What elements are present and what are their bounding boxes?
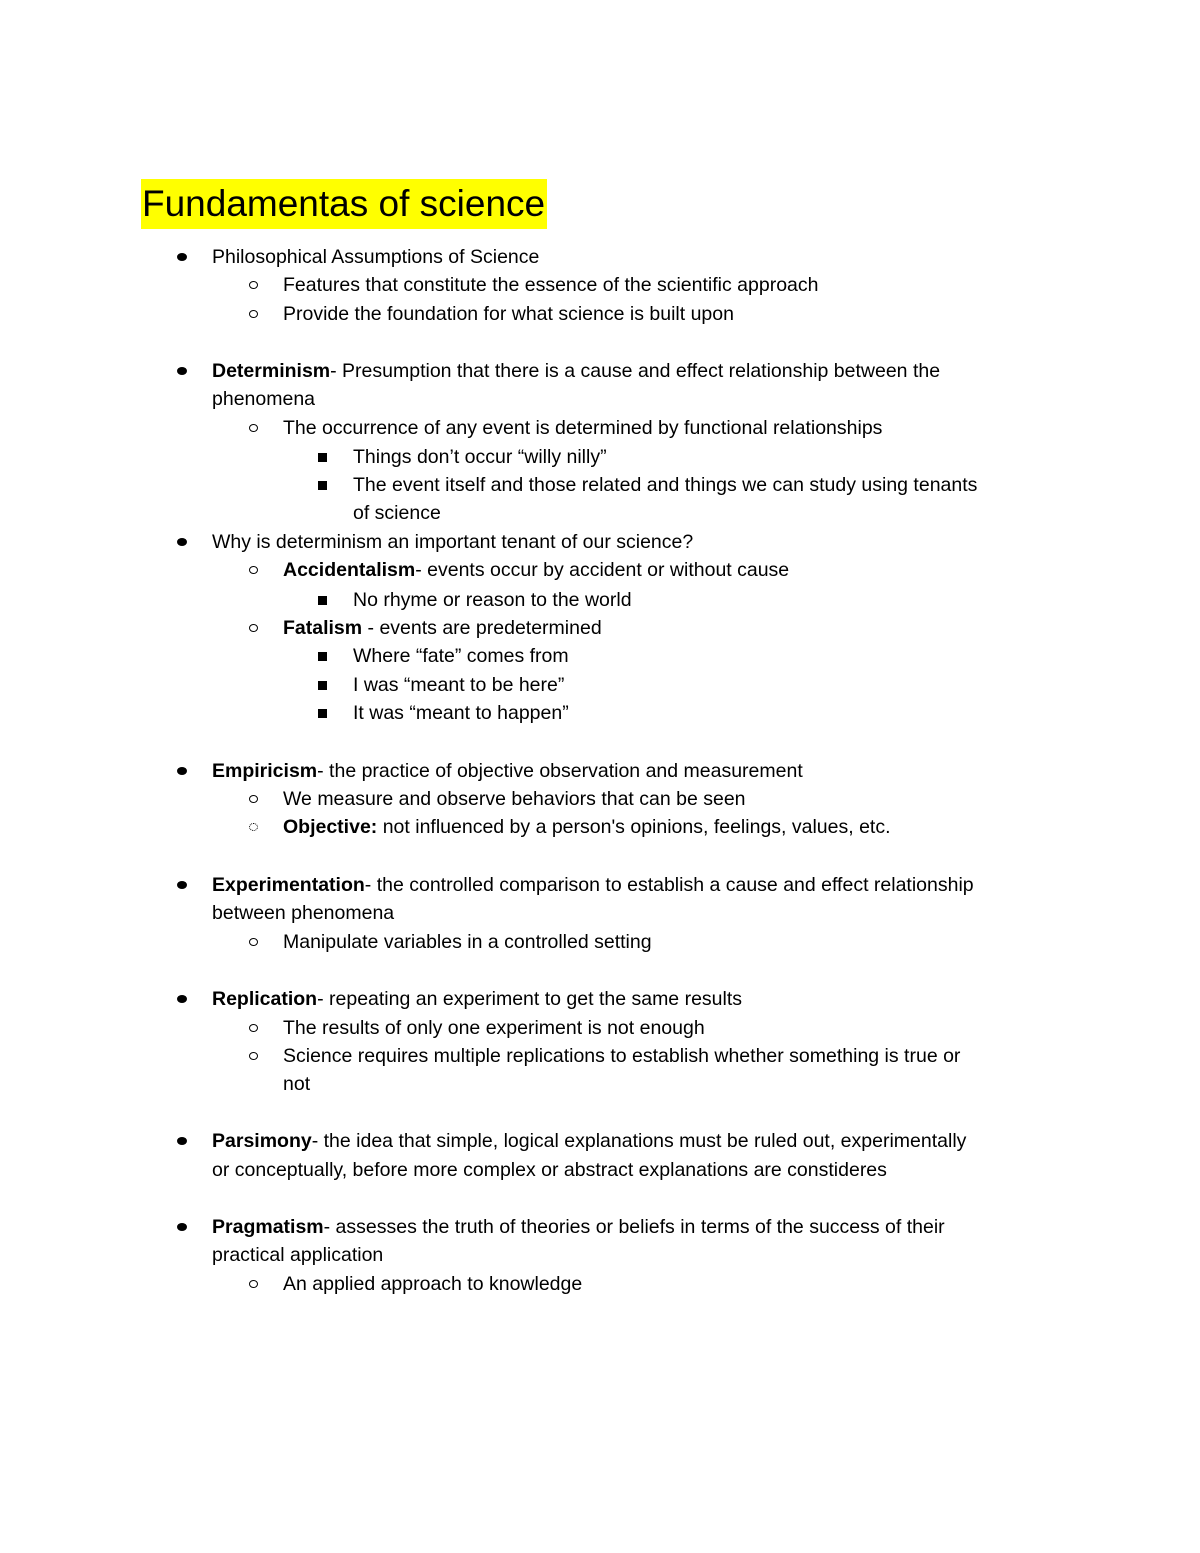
definition-text: - the idea that simple, logical explanations must be ruled out, experimentally bbox=[311, 1130, 967, 1152]
circle-bullet-icon bbox=[249, 1024, 258, 1032]
disc-bullet-icon bbox=[177, 881, 187, 889]
list-item bbox=[212, 357, 940, 385]
term-accidentalism: Accidentalism bbox=[283, 559, 416, 581]
list-item bbox=[283, 614, 602, 642]
document-title: Fundamentas of science bbox=[141, 179, 547, 229]
list-item: Philosophical Assumptions of Science bbox=[212, 246, 540, 268]
list-item-continuation: or conceptually, before more complex or abstract explanations are constideres bbox=[212, 1159, 887, 1181]
term-pragmatism: Pragmatism bbox=[212, 1216, 324, 1238]
square-bullet-icon bbox=[318, 652, 327, 661]
square-bullet-icon bbox=[318, 596, 327, 605]
term-objective: Objective: bbox=[283, 816, 378, 838]
list-item bbox=[212, 985, 742, 1013]
disc-bullet-icon bbox=[177, 1137, 187, 1145]
square-bullet-icon bbox=[318, 681, 327, 690]
term-parsimony: Parsimony bbox=[212, 1130, 312, 1152]
square-bullet-icon bbox=[318, 481, 327, 490]
circle-bullet-icon bbox=[249, 310, 258, 318]
square-bullet-icon bbox=[318, 709, 327, 718]
list-item bbox=[212, 1127, 966, 1155]
dotted-circle-bullet-icon bbox=[249, 823, 258, 831]
list-item-continuation: not bbox=[283, 1073, 311, 1095]
list-item: I was “meant to be here” bbox=[353, 674, 565, 696]
list-item-continuation: practical application bbox=[212, 1244, 384, 1266]
list-item bbox=[283, 556, 789, 584]
list-item bbox=[212, 871, 974, 899]
list-item: The results of only one experiment is not enough bbox=[283, 1017, 705, 1039]
definition-text: - events are predetermined bbox=[362, 617, 602, 639]
disc-bullet-icon bbox=[177, 995, 187, 1003]
list-item: The occurrence of any event is determined by functional relationships bbox=[283, 417, 883, 439]
list-item: An applied approach to knowledge bbox=[283, 1273, 583, 1295]
list-item: Things don’t occur “willy nilly” bbox=[353, 446, 607, 468]
definition-text: - repeating an experiment to get the same results bbox=[317, 988, 743, 1010]
circle-bullet-icon bbox=[249, 424, 258, 432]
circle-bullet-icon bbox=[249, 938, 258, 946]
list-item: Manipulate variables in a controlled setting bbox=[283, 931, 652, 953]
list-item: Why is determinism an important tenant of our science? bbox=[212, 531, 694, 553]
definition-text: - events occur by accident or without cause bbox=[415, 559, 790, 581]
disc-bullet-icon bbox=[177, 367, 187, 375]
list-item bbox=[212, 757, 803, 785]
disc-bullet-icon bbox=[177, 1223, 187, 1231]
list-item bbox=[212, 1213, 945, 1241]
disc-bullet-icon bbox=[177, 538, 187, 546]
list-item: Science requires multiple replications to establish whether something is true or bbox=[283, 1045, 961, 1067]
term-replication: Replication bbox=[212, 988, 318, 1010]
list-item: The event itself and those related and things we can study using tenants bbox=[353, 474, 978, 496]
list-item: It was “meant to happen” bbox=[353, 702, 569, 724]
term-empiricism: Empiricism bbox=[212, 760, 318, 782]
list-item: No rhyme or reason to the world bbox=[353, 589, 632, 611]
list-item: Features that constitute the essence of the scientific approach bbox=[283, 274, 819, 296]
definition-text: - the controlled comparison to establish a cause and effect relationship bbox=[364, 874, 974, 896]
list-item: Where “fate” comes from bbox=[353, 645, 569, 667]
list-item-continuation: between phenomena bbox=[212, 902, 395, 924]
circle-bullet-icon bbox=[249, 566, 258, 574]
circle-bullet-icon bbox=[249, 795, 258, 803]
list-item: We measure and observe behaviors that can be seen bbox=[283, 788, 746, 810]
circle-bullet-icon bbox=[249, 281, 258, 289]
term-determinism: Determinism bbox=[212, 360, 331, 382]
list-item bbox=[283, 813, 891, 841]
list-item-continuation: of science bbox=[353, 502, 441, 524]
list-item: Provide the foundation for what science is built upon bbox=[283, 303, 734, 325]
definition-text: not influenced by a person's opinions, feelings, values, etc. bbox=[377, 816, 891, 838]
disc-bullet-icon bbox=[177, 767, 187, 775]
definition-text: - Presumption that there is a cause and effect relationship between the bbox=[330, 360, 941, 382]
disc-bullet-icon bbox=[177, 253, 187, 261]
circle-bullet-icon bbox=[249, 1280, 258, 1288]
definition-text: - the practice of objective observation and measurement bbox=[317, 760, 803, 782]
circle-bullet-icon bbox=[249, 624, 258, 632]
list-item-continuation: phenomena bbox=[212, 388, 316, 410]
definition-text: - assesses the truth of theories or beliefs in terms of the success of their bbox=[323, 1216, 945, 1238]
term-fatalism: Fatalism bbox=[283, 617, 363, 639]
term-experimentation: Experimentation bbox=[212, 874, 365, 896]
circle-bullet-icon bbox=[249, 1052, 258, 1060]
square-bullet-icon bbox=[318, 453, 327, 462]
